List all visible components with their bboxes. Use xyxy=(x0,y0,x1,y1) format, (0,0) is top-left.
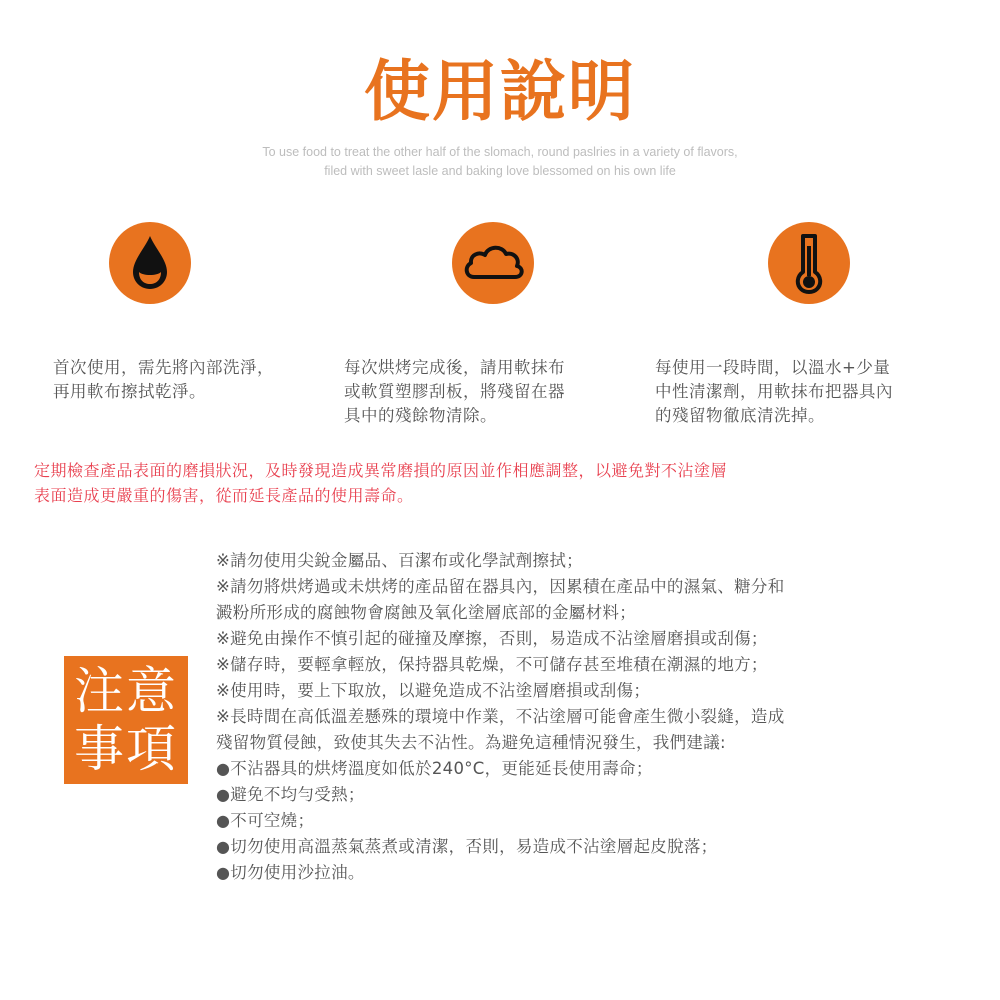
note-line: ※避免由操作不慎引起的碰撞及摩擦，否則，易造成不沾塗層磨損或刮傷； xyxy=(216,629,768,648)
bullet-item xyxy=(216,756,966,782)
maintenance-warning xyxy=(34,458,969,508)
bullet-dot: ● xyxy=(216,863,231,882)
bullet-text: 切勿使用沙拉油。 xyxy=(230,863,365,882)
subtitle-line-2: filed with sweet lasle and baking love blessomed on his own life xyxy=(324,164,676,178)
step-3-text xyxy=(655,356,893,428)
note-line: ※請勿使用尖銳金屬品、百潔布或化學試劑擦拭； xyxy=(216,551,583,570)
water-drop-icon-badge xyxy=(109,222,191,304)
step-line: 再用軟布擦拭乾淨。 xyxy=(53,382,206,401)
bullet-dot: ● xyxy=(216,811,231,830)
caution-label-box xyxy=(64,656,188,784)
note-line: ※儲存時，要輕拿輕放，保持器具乾燥，不可儲存甚至堆積在潮濕的地方； xyxy=(216,655,768,674)
note-line: ※長時間在高低溫差懸殊的環境中作業，不沾塗層可能會產生微小裂縫，造成 xyxy=(216,707,785,726)
warning-line-2: 表面造成更嚴重的傷害，從而延長產品的使用壽命。 xyxy=(34,486,414,505)
page-title: 使用說明 xyxy=(364,53,636,130)
step-line: 每次烘烤完成後，請用軟抹布 xyxy=(344,358,565,377)
note-line: 澱粉所形成的腐蝕物會腐蝕及氧化塗層底部的金屬材料； xyxy=(216,603,636,622)
warning-line-1: 定期檢查產品表面的磨損狀況，及時發現造成異常磨損的原因並作相應調整，以避免對不沾塗層 xyxy=(34,461,728,480)
step-2-text xyxy=(344,356,565,428)
bullet-item xyxy=(216,782,966,808)
subtitle xyxy=(0,143,1000,181)
bullet-item xyxy=(216,860,966,886)
step-1-text xyxy=(53,356,274,404)
bullet-text: 不沾器具的烘烤溫度如低於240°C，更能延長使用壽命； xyxy=(230,759,653,778)
step-line: 或軟質塑膠刮板，將殘留在器 xyxy=(344,382,565,401)
thermometer-icon xyxy=(768,222,850,304)
step-line: 首次使用，需先將內部洗淨， xyxy=(53,358,274,377)
step-line: 具中的殘餘物清除。 xyxy=(344,406,497,425)
bullet-dot: ● xyxy=(216,785,231,804)
cloud-icon xyxy=(452,222,534,304)
step-line: 的殘留物徹底清洗掉。 xyxy=(655,406,825,425)
bullet-text: 避免不均勻受熱； xyxy=(230,785,365,804)
caution-notes xyxy=(216,548,966,886)
note-line: ※使用時，要上下取放，以避免造成不沾塗層磨損或刮傷； xyxy=(216,681,651,700)
bullet-item xyxy=(216,834,966,860)
caution-label-line-2: 事項 xyxy=(74,720,178,778)
bullet-text: 切勿使用高溫蒸氣蒸煮或清潔，否則，易造成不沾塗層起皮脫落； xyxy=(230,837,718,856)
bullet-dot: ● xyxy=(216,837,231,856)
subtitle-line-1: To use food to treat the other half of the slomach, round paslries in a variety of flavors, xyxy=(262,145,738,159)
cloud-icon-badge xyxy=(452,222,534,304)
note-line: 殘留物質侵蝕，致使其失去不沾性。為避免這種情況發生，我們建議: xyxy=(216,733,726,752)
step-line: 每使用一段時間，以溫水+少量 xyxy=(655,358,891,377)
bullet-dot: ● xyxy=(216,759,231,778)
water-drop-icon xyxy=(109,222,191,304)
thermometer-icon-badge xyxy=(768,222,850,304)
bullet-item xyxy=(216,808,966,834)
note-line: ※請勿將烘烤過或未烘烤的產品留在器具內，因累積在產品中的濕氣、糖分和 xyxy=(216,577,785,596)
bullet-text: 不可空燒； xyxy=(230,811,315,830)
step-line: 中性清潔劑，用軟抹布把器具內 xyxy=(655,382,893,401)
caution-label-line-1: 注意 xyxy=(74,662,178,720)
